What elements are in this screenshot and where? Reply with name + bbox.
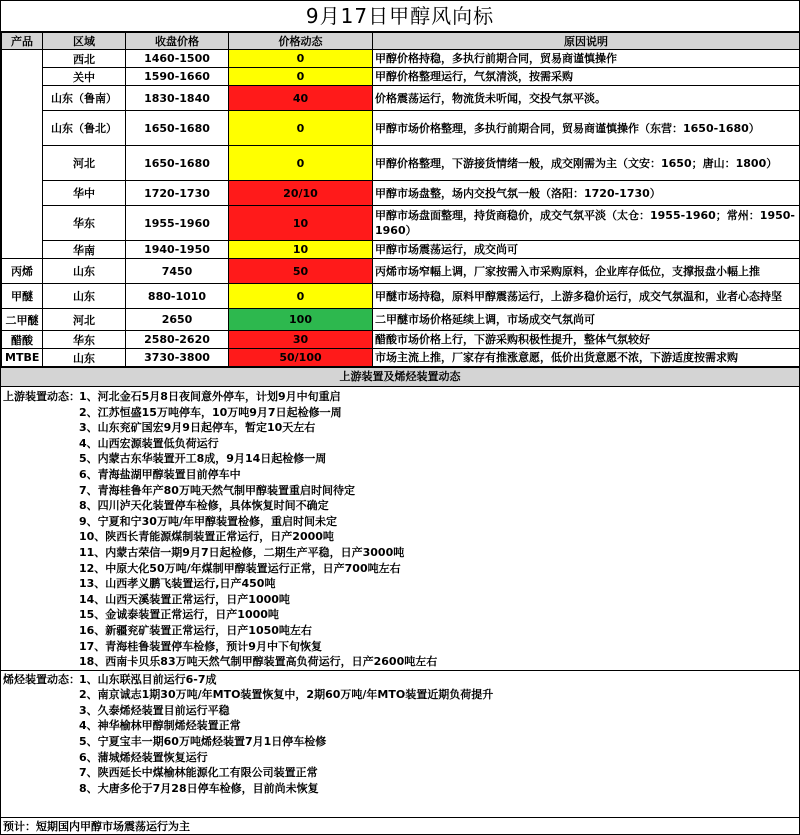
region-cell: 河北 [43,146,126,181]
list-item [3,623,799,639]
change-cell: 50 [229,259,373,284]
list-item [3,561,799,577]
price-cell: 7450 [126,259,229,284]
list-item [3,718,799,734]
change-cell: 20/10 [229,181,373,206]
region-cell: 华东 [43,206,126,241]
list-item-text: 5、宁夏宝丰一期60万吨烯烃装置7月1日停车检修 [79,735,327,749]
region-cell: 华南 [43,241,126,259]
table-row [2,331,800,349]
list-item-text: 10、陕西长青能源煤制装置正常运行，日产2000吨 [79,530,334,544]
section-label: 上游装置动态： [3,390,80,403]
header-change: 价格动态 [229,33,373,50]
price-cell: 1650-1680 [126,111,229,146]
price-cell: 1940-1950 [126,241,229,259]
price-cell: 2650 [126,309,229,331]
region-cell: 西北 [43,50,126,68]
change-cell: 0 [229,146,373,181]
list-item-text: 17、青海桂鲁装置停车检修，预计9月中下旬恢复 [79,639,322,653]
reason-cell: 甲醇价格整理，下游接货情绪一般，成交刚需为主（文安：1650；唐山：1800） [373,146,800,181]
table-row [2,68,800,86]
list-item [3,703,799,719]
list-item-text: 13、山西孝义鹏飞装置运行,日产450吨 [79,577,276,591]
list-item-text: 18、西南卡贝乐83万吨天然气制甲醇装置高负荷运行，日产2600吨左右 [79,655,438,669]
list-item-text: 11、内蒙古荣信一期9月7日起检修，二期生产平稳，日产3000吨 [79,545,405,559]
reason-cell: 甲醇市场盘整，场内交投气氛一般（洛阳：1720-1730） [373,181,800,206]
list-item [3,734,799,750]
list-item-text: 9、宁夏和宁30万吨/年甲醇装置检修，重启时间未定 [79,514,337,528]
reason-cell: 甲醇市场价格整理，多执行前期合同，贸易商谨慎操作（东营：1650-1680） [373,111,800,146]
change-cell: 40 [229,86,373,111]
list-item [3,592,799,608]
list-item [3,529,799,545]
page-title: 9月17日甲醇风向标 [1,1,799,32]
list-item-text: 8、四川泸天化装置停车检修，具体恢复时间不确定 [79,499,329,513]
header-region: 区域 [43,33,126,50]
product-cell: 二甲醚 [2,309,43,331]
reason-cell: 甲醇市场盘面整理，持货商稳价，成交气氛平淡（太仓：1955-1960；常州：1950-1960） [373,206,800,241]
olefin-section [1,670,799,797]
change-cell: 0 [229,111,373,146]
table-row [2,309,800,331]
list-item-text: 6、青海盐湖甲醇装置目前停车中 [79,467,241,481]
change-cell: 0 [229,284,373,309]
region-cell: 河北 [43,309,126,331]
section-header: 上游装置及烯烃装置动态 [1,367,799,387]
price-cell: 880-1010 [126,284,229,309]
section-label: 烯烃装置动态： [3,672,80,686]
list-item-text: 1、河北金石5月8日夜间意外停车，计划9月中旬重启 [79,390,341,403]
change-cell: 0 [229,68,373,86]
region-cell: 华东 [43,331,126,349]
list-item-text: 2、江苏恒盛15万吨停车，10万吨9月7日起检修一周 [79,405,342,419]
region-cell: 山东 [43,259,126,284]
list-item-text: 6、蒲城烯烃装置恢复运行 [79,750,208,764]
reason-cell: 醋酸市场价格上行，下游采购积极性提升，整体气氛较好 [373,331,800,349]
list-item [3,672,799,688]
product-cell [2,50,43,259]
reason-cell: 市场主流上推，厂家存有推涨意愿，低价出货意愿不浓，下游适度按需求购 [373,349,800,367]
list-item [3,765,799,781]
table-row [2,146,800,181]
list-item [3,687,799,703]
region-cell: 山东（鲁南） [43,86,126,111]
region-cell: 华中 [43,181,126,206]
reason-cell: 价格震荡运行，物流货未听闻，交投气氛平淡。 [373,86,800,111]
list-item-text: 8、大唐多伦于7月28日停车检修，目前尚未恢复 [79,781,319,795]
list-item [3,389,799,405]
reason-cell: 甲醚市场持稳，原料甲醇震荡运行，上游多稳价运行，成交气氛温和，业者心态持坚 [373,284,800,309]
reason-cell: 甲醇价格整理运行，气氛清淡，按需采购 [373,68,800,86]
table-row [2,241,800,259]
table-row [2,181,800,206]
list-item [3,576,799,592]
price-table [1,32,800,367]
region-cell: 关中 [43,68,126,86]
table-row [2,50,800,68]
list-item-text: 7、青海桂鲁年产80万吨天然气制甲醇装置重启时间待定 [79,483,355,497]
product-cell: 醋酸 [2,331,43,349]
table-row [2,349,800,367]
header-reason: 原因说明 [373,33,800,50]
list-item [3,781,799,797]
forecast-footer: 预计：短期国内甲醇市场震荡运行为主 [1,817,799,834]
table-row [2,86,800,111]
region-cell: 山东（鲁北） [43,111,126,146]
header-product: 产品 [2,33,43,50]
price-cell: 1460-1500 [126,50,229,68]
reason-cell: 甲醇价格持稳，多执行前期合同，贸易商谨慎操作 [373,50,800,68]
table-header-row [2,33,800,50]
region-cell: 山东 [43,284,126,309]
reason-cell: 甲醇市场震荡运行，成交尚可 [373,241,800,259]
table-row [2,206,800,241]
list-item [3,483,799,499]
header-price: 收盘价格 [126,33,229,50]
change-cell: 10 [229,206,373,241]
list-item-text: 5、内蒙古东华装置开工8成，9月14日起检修一周 [79,452,327,466]
list-item [3,451,799,467]
reason-cell: 二甲醚市场价格延续上调，市场成交气氛尚可 [373,309,800,331]
list-item [3,467,799,483]
table-row [2,111,800,146]
list-item [3,405,799,421]
change-cell: 30 [229,331,373,349]
price-cell: 1955-1960 [126,206,229,241]
price-cell: 1590-1660 [126,68,229,86]
list-item-text: 3、久泰烯烃装置目前运行平稳 [79,703,230,717]
table-row [2,284,800,309]
list-item-text: 3、山东兖矿国宏9月9日起停车，暂定10天左右 [79,421,316,435]
list-item-text: 7、陕西延长中煤榆林能源化工有限公司装置正常 [79,766,318,780]
list-item [3,750,799,766]
list-item [3,514,799,530]
change-cell: 50/100 [229,349,373,367]
change-cell: 100 [229,309,373,331]
price-cell: 3730-3800 [126,349,229,367]
product-cell: MTBE [2,349,43,367]
list-item [3,545,799,561]
list-item [3,420,799,436]
price-cell: 1720-1730 [126,181,229,206]
list-item-text: 1、山东联泓目前运行6-7成 [79,672,217,686]
list-item-text: 4、神华榆林甲醇制烯烃装置正常 [79,719,241,733]
list-item-text: 14、山西天溪装置正常运行，日产1000吨 [79,592,290,606]
list-item [3,607,799,623]
product-cell: 丙烯 [2,259,43,284]
list-item-text: 4、山西宏源装置低负荷运行 [79,436,219,450]
price-cell: 1830-1840 [126,86,229,111]
upstream-section [1,387,799,670]
list-item-text: 12、中原大化50万吨/年煤制甲醇装置运行正常，日产700吨左右 [79,561,401,575]
list-item [3,498,799,514]
list-item [3,654,799,670]
change-cell: 10 [229,241,373,259]
price-cell: 1650-1680 [126,146,229,181]
list-item [3,639,799,655]
list-item [3,436,799,452]
list-item-text: 16、新疆兖矿装置正常运行，日产1050吨左右 [79,623,312,637]
price-cell: 2580-2620 [126,331,229,349]
change-cell: 0 [229,50,373,68]
product-cell: 甲醚 [2,284,43,309]
table-row [2,259,800,284]
list-item-text: 15、金诚泰装置正常运行，日产1000吨 [79,608,279,622]
reason-cell: 丙烯市场窄幅上调，厂家按需入市采购原料，企业库存低位，支撑报盘小幅上推 [373,259,800,284]
region-cell: 山东 [43,349,126,367]
list-item-text: 2、南京诚志1期30万吨/年MTO装置恢复中，2期60万吨/年MTO装置近期负荷提升 [79,688,494,702]
